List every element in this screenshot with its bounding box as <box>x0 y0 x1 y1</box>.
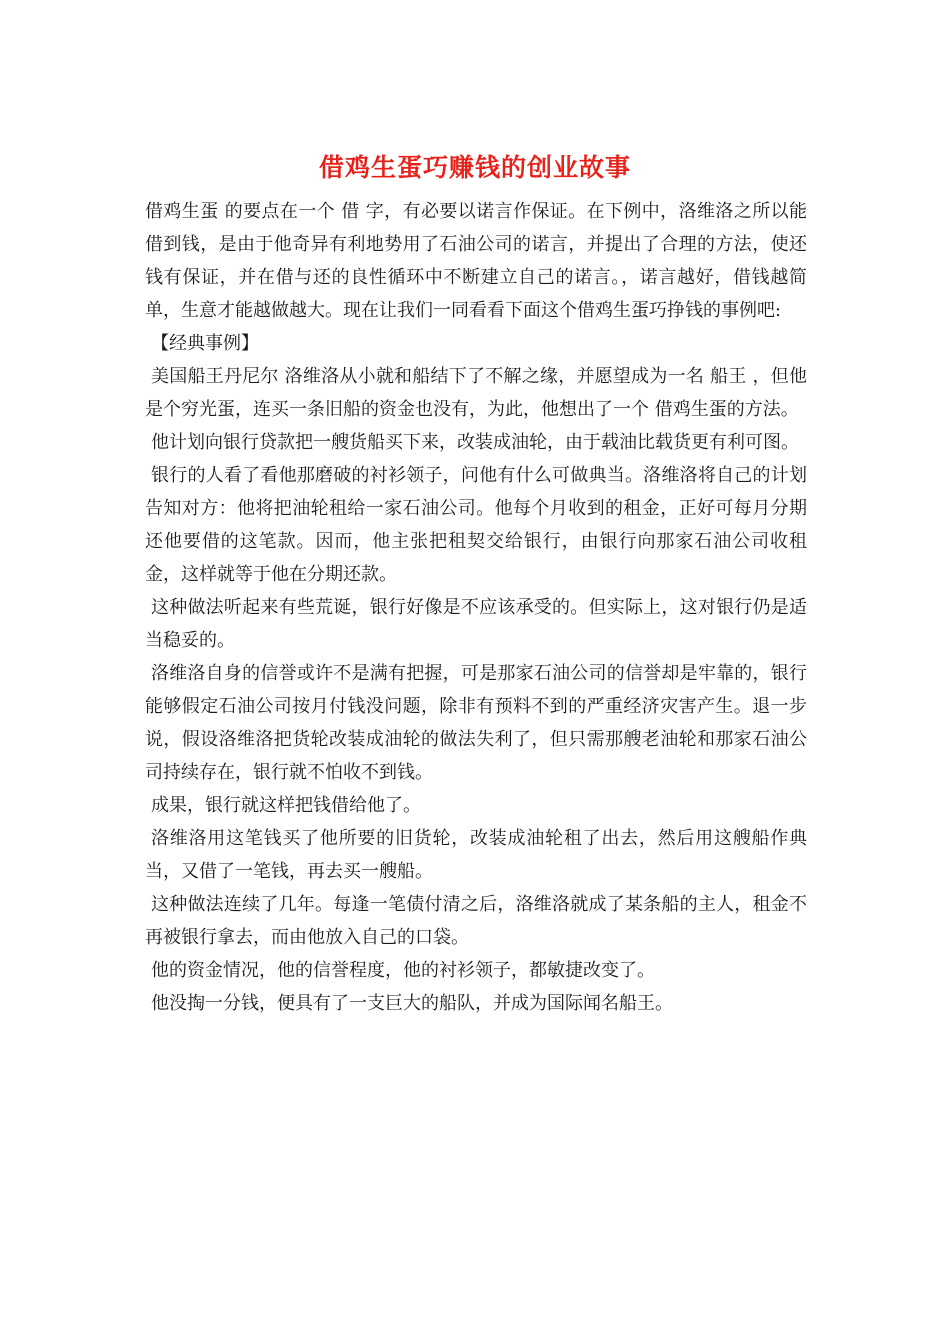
paragraph: 他没掏一分钱，便具有了一支巨大的船队，并成为国际闻名船王。 <box>151 993 673 1014</box>
document-body <box>145 195 807 1020</box>
paragraph: 美国船王丹尼尔 洛维洛从小就和船结下了不解之缘，并愿望成为一名 船王 ，但他是个穷光蛋，连买一条旧船的资金也没有，为此，他想出了一个 借鸡生蛋的方法。 <box>145 366 807 420</box>
paragraph: 他的资金情况，他的信誉程度，他的衬衫领子，都敏捷改变了。 <box>151 960 655 981</box>
paragraph: 洛维洛自身的信誉或许不是满有把握，可是那家石油公司的信誉却是牢靠的，银行能够假定石油公司按月付钱没问题，除非有预料不到的严重经济灾害产生。退一步说，假设洛维洛把货轮改装成油轮的做法失利了，但只需那艘老油轮和那家石油公司持续存在，银行就不怕收不到钱。 <box>145 663 807 783</box>
paragraph-intro: 借鸡生蛋 的要点在一个 借 字，有必要以诺言作保证。在下例中，洛维洛之所以能借到钱，是由于他奇异有利地势用了石油公司的诺言，并提出了合理的方法，使还钱有保证，并在借与还的良性循环中不断建立自己的诺言。，诺言越好，借钱越简单，生意才能越做越大。现在让我们一同看看下面这个借鸡生蛋巧挣钱的事例吧: <box>145 201 807 321</box>
document-title: 借鸡生蛋巧赚钱的创业故事 <box>318 153 631 182</box>
paragraph: 这种做法听起来有些荒诞，银行好像是不应该承受的。但实际上，这对银行仍是适当稳妥的。 <box>145 597 807 651</box>
paragraph: 这种做法连续了几年。每逢一笔债付清之后，洛维洛就成了某条船的主人，租金不再被银行拿去，而由他放入自己的口袋。 <box>145 894 807 948</box>
paragraph-section-heading: 【经典事例】 <box>151 333 259 354</box>
paragraph: 洛维洛用这笔钱买了他所要的旧货轮，改装成油轮租了出去，然后用这艘船作典当，又借了一笔钱，再去买一艘船。 <box>145 828 807 882</box>
paragraph: 成果，银行就这样把钱借给他了。 <box>151 795 421 816</box>
paragraph: 他计划向银行贷款把一艘货船买下来，改装成油轮，由于载油比载货更有利可图。 <box>151 432 799 453</box>
paragraph: 银行的人看了看他那磨破的衬衫领子，问他有什么可做典当。洛维洛将自己的计划告知对方：他将把油轮租给一家石油公司。他每个月收到的租金，正好可每月分期还他要借的这笔款。因而，他主张把租契交给银行，由银行向那家石油公司收租金，这样就等于他在分期还款。 <box>145 465 807 585</box>
